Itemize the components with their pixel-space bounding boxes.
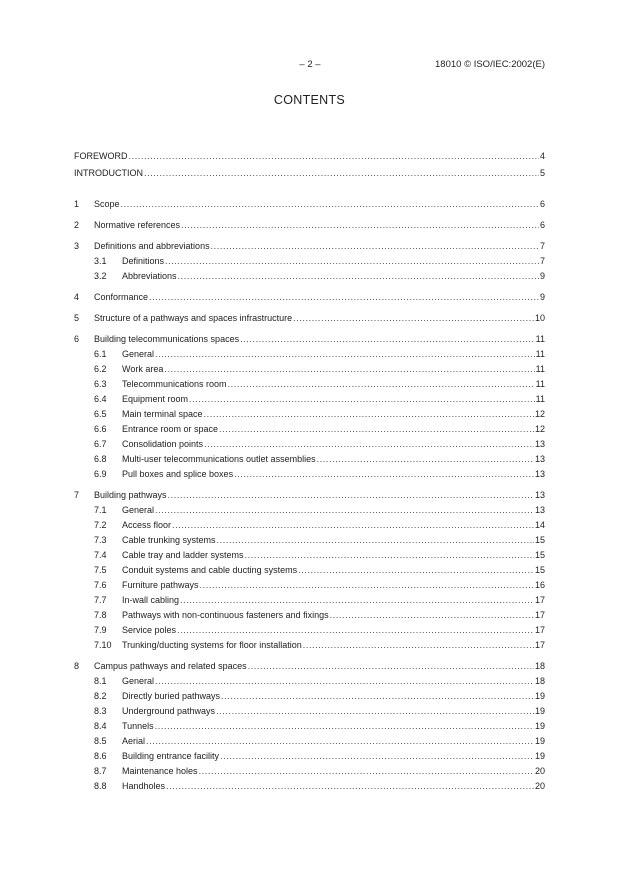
toc-entry-title: Multi-user telecommunications outlet assemblies bbox=[122, 454, 316, 464]
toc-entry-page: 17 bbox=[534, 595, 545, 605]
toc-entry-title: Building entrance facility bbox=[122, 751, 220, 761]
toc-entry[interactable] bbox=[74, 467, 545, 482]
dot-leader bbox=[180, 218, 539, 233]
toc-entry[interactable] bbox=[74, 623, 545, 638]
toc-entry-number: 7.5 bbox=[94, 565, 107, 575]
dot-leader bbox=[220, 689, 534, 704]
dot-leader bbox=[165, 779, 534, 794]
toc-entry-page: 17 bbox=[534, 610, 545, 620]
toc-entry[interactable] bbox=[74, 593, 545, 608]
toc-entry-title: Pull boxes and splice boxes bbox=[122, 469, 234, 479]
toc-entry-title: Cable tray and ladder systems bbox=[122, 550, 244, 560]
toc-entry[interactable] bbox=[74, 290, 545, 305]
dot-leader bbox=[145, 734, 534, 749]
dot-leader bbox=[179, 593, 534, 608]
toc-entry-number: 7 bbox=[74, 490, 80, 500]
toc-entry-page: 10 bbox=[534, 313, 545, 323]
toc-entry-title: Definitions bbox=[122, 256, 165, 266]
toc-entry-page: 15 bbox=[534, 565, 545, 575]
toc-entry-number: 8.2 bbox=[94, 691, 107, 701]
toc-entry-title: Entrance room or space bbox=[122, 424, 219, 434]
toc-entry-page: 20 bbox=[534, 781, 545, 791]
toc-entry-number: 6.8 bbox=[94, 454, 107, 464]
toc-entry-number: 7.9 bbox=[94, 625, 107, 635]
toc-entry[interactable] bbox=[74, 704, 545, 719]
toc-entry-page: 11 bbox=[535, 394, 545, 404]
toc-entry[interactable] bbox=[74, 764, 545, 779]
toc-entry-number: 8 bbox=[74, 661, 80, 671]
toc-entry-number: 8.6 bbox=[94, 751, 107, 761]
toc-entry[interactable] bbox=[74, 689, 545, 704]
table-of-contents bbox=[74, 149, 545, 794]
toc-entry[interactable] bbox=[74, 392, 545, 407]
toc-entry-page: 6 bbox=[539, 199, 545, 209]
dot-leader bbox=[203, 407, 534, 422]
toc-entry-number: 8.1 bbox=[94, 676, 107, 686]
toc-entry-page: 20 bbox=[534, 766, 545, 776]
toc-entry[interactable] bbox=[74, 311, 545, 326]
dot-leader bbox=[227, 377, 535, 392]
toc-entry-page: 11 bbox=[535, 334, 545, 344]
dot-leader bbox=[171, 518, 534, 533]
toc-entry[interactable] bbox=[74, 749, 545, 764]
toc-entry-title: General bbox=[122, 349, 155, 359]
toc-entry-title: Trunking/ducting systems for floor installation bbox=[122, 640, 302, 650]
dot-leader bbox=[176, 623, 534, 638]
toc-entry-page: 14 bbox=[534, 520, 545, 530]
toc-entry-page: 5 bbox=[539, 168, 545, 178]
toc-entry[interactable] bbox=[74, 166, 545, 181]
toc-entry-title: Aerial bbox=[122, 736, 146, 746]
toc-entry-number: 7.1 bbox=[94, 505, 107, 515]
toc-entry-page: 7 bbox=[539, 256, 545, 266]
dot-leader bbox=[154, 719, 534, 734]
dot-leader bbox=[154, 674, 534, 689]
toc-entry-number: 6.1 bbox=[94, 349, 107, 359]
toc-entry[interactable] bbox=[74, 719, 545, 734]
toc-entry[interactable] bbox=[74, 518, 545, 533]
toc-entry[interactable] bbox=[74, 674, 545, 689]
toc-entry-number: 3.1 bbox=[94, 256, 107, 266]
toc-entry-page: 13 bbox=[534, 505, 545, 515]
toc-entry[interactable] bbox=[74, 659, 545, 674]
toc-entry-page: 12 bbox=[534, 424, 545, 434]
toc-entry-title: Maintenance holes bbox=[122, 766, 198, 776]
toc-entry-page: 19 bbox=[534, 721, 545, 731]
toc-entry-page: 9 bbox=[539, 292, 545, 302]
dot-leader bbox=[239, 332, 535, 347]
toc-entry-page: 17 bbox=[534, 640, 545, 650]
toc-entry-page: 12 bbox=[534, 409, 545, 419]
toc-entry-page: 13 bbox=[534, 439, 545, 449]
dot-leader bbox=[148, 290, 539, 305]
toc-entry-title: General bbox=[122, 676, 155, 686]
toc-entry-number: 5 bbox=[74, 313, 80, 323]
toc-entry-page: 13 bbox=[534, 454, 545, 464]
toc-entry-title: Equipment room bbox=[122, 394, 189, 404]
toc-entry[interactable] bbox=[74, 452, 545, 467]
toc-entry-number: 7.4 bbox=[94, 550, 107, 560]
toc-entry-page: 4 bbox=[539, 151, 545, 161]
toc-entry-number: 8.4 bbox=[94, 721, 107, 731]
toc-entry-number: 6.3 bbox=[94, 379, 107, 389]
toc-entry[interactable] bbox=[74, 218, 545, 233]
toc-entry-title: Directly buried pathways bbox=[122, 691, 221, 701]
toc-entry[interactable] bbox=[74, 578, 545, 593]
dot-leader bbox=[120, 197, 539, 212]
dot-leader bbox=[163, 362, 534, 377]
toc-entry-number: 7.8 bbox=[94, 610, 107, 620]
toc-entry-number: 7.7 bbox=[94, 595, 107, 605]
toc-entry[interactable] bbox=[74, 347, 545, 362]
toc-entry-title: Main terminal space bbox=[122, 409, 203, 419]
dot-leader bbox=[128, 149, 539, 164]
toc-entry-page: 15 bbox=[534, 550, 545, 560]
toc-entry-number: 6.2 bbox=[94, 364, 107, 374]
toc-entry-title: Consolidation points bbox=[122, 439, 204, 449]
toc-entry[interactable] bbox=[74, 269, 545, 284]
toc-entry-page: 9 bbox=[539, 271, 545, 281]
toc-entry-title: In-wall cabling bbox=[122, 595, 180, 605]
toc-entry-number: 7.3 bbox=[94, 535, 107, 545]
toc-entry-title: Building pathways bbox=[94, 490, 167, 500]
toc-entry-title: Service poles bbox=[122, 625, 177, 635]
dot-leader bbox=[177, 269, 539, 284]
toc-entry[interactable] bbox=[74, 377, 545, 392]
toc-entry-number: 7.2 bbox=[94, 520, 107, 530]
toc-entry-page: 13 bbox=[534, 490, 545, 500]
toc-entry-page: 11 bbox=[535, 364, 545, 374]
toc-entry[interactable] bbox=[74, 563, 545, 578]
toc-entry-number: 7.6 bbox=[94, 580, 107, 590]
dot-leader bbox=[167, 488, 534, 503]
dot-leader bbox=[219, 749, 534, 764]
toc-entry[interactable] bbox=[74, 488, 545, 503]
toc-entry-number: 6 bbox=[74, 334, 80, 344]
dot-leader bbox=[143, 166, 539, 181]
dot-leader bbox=[154, 503, 534, 518]
toc-entry-title: INTRODUCTION bbox=[74, 168, 143, 178]
toc-entry-number: 6.4 bbox=[94, 394, 107, 404]
toc-entry-page: 19 bbox=[534, 751, 545, 761]
dot-leader bbox=[329, 608, 534, 623]
toc-entry-page: 6 bbox=[539, 220, 545, 230]
toc-entry-page: 16 bbox=[534, 580, 545, 590]
toc-entry-number: 8.8 bbox=[94, 781, 107, 791]
toc-entry-title: Campus pathways and related spaces bbox=[94, 661, 247, 671]
toc-entry-number: 3.2 bbox=[94, 271, 107, 281]
toc-entry-title: Conformance bbox=[94, 292, 149, 302]
dot-leader bbox=[164, 254, 539, 269]
dot-leader bbox=[215, 704, 534, 719]
toc-entry[interactable] bbox=[74, 548, 545, 563]
dot-leader bbox=[198, 764, 534, 779]
page-number: – 2 – bbox=[299, 59, 321, 70]
toc-entry[interactable] bbox=[74, 332, 545, 347]
dot-leader bbox=[216, 533, 534, 548]
toc-entry-title: Underground pathways bbox=[122, 706, 216, 716]
dot-leader bbox=[210, 239, 539, 254]
toc-entry-title: Cable trunking systems bbox=[122, 535, 216, 545]
toc-entry[interactable] bbox=[74, 437, 545, 452]
toc-entry-page: 11 bbox=[535, 349, 545, 359]
toc-entry[interactable] bbox=[74, 197, 545, 212]
toc-entry[interactable] bbox=[74, 362, 545, 377]
toc-entry[interactable] bbox=[74, 254, 545, 269]
toc-entry-title: FOREWORD bbox=[74, 151, 128, 161]
toc-entry-title: Handholes bbox=[122, 781, 166, 791]
dot-leader bbox=[203, 437, 534, 452]
toc-entry-title: Furniture pathways bbox=[122, 580, 199, 590]
toc-entry[interactable] bbox=[74, 734, 545, 749]
toc-entry-page: 11 bbox=[535, 379, 545, 389]
toc-entry-title: Abbreviations bbox=[122, 271, 177, 281]
dot-leader bbox=[199, 578, 534, 593]
toc-entry-page: 19 bbox=[534, 691, 545, 701]
toc-entry[interactable] bbox=[74, 503, 545, 518]
toc-entry-number: 6.7 bbox=[94, 439, 107, 449]
toc-entry-number: 3 bbox=[74, 241, 80, 251]
toc-entry-title: Tunnels bbox=[122, 721, 154, 731]
toc-entry-title: Pathways with non-continuous fasteners and fixings bbox=[122, 610, 329, 620]
toc-entry-number: 6.9 bbox=[94, 469, 107, 479]
toc-entry-number: 2 bbox=[74, 220, 80, 230]
toc-entry-title: Building telecommunications spaces bbox=[94, 334, 240, 344]
document-id: 18010 © ISO/IEC:2002(E) bbox=[435, 59, 545, 70]
dot-leader bbox=[292, 311, 534, 326]
toc-entry[interactable] bbox=[74, 779, 545, 794]
toc-entry-number: 6.6 bbox=[94, 424, 107, 434]
toc-entry-title: Work area bbox=[122, 364, 164, 374]
toc-entry-title: Structure of a pathways and spaces infrastructure bbox=[94, 313, 293, 323]
toc-entry-page: 18 bbox=[534, 661, 545, 671]
toc-entry-page: 18 bbox=[534, 676, 545, 686]
toc-entry-title: General bbox=[122, 505, 155, 515]
toc-entry[interactable] bbox=[74, 239, 545, 254]
toc-entry-page: 19 bbox=[534, 736, 545, 746]
toc-entry-title: Telecommunications room bbox=[122, 379, 227, 389]
toc-entry-number: 6.5 bbox=[94, 409, 107, 419]
toc-entry[interactable] bbox=[74, 608, 545, 623]
page-title: CONTENTS bbox=[273, 93, 346, 107]
toc-entry-number: 8.5 bbox=[94, 736, 107, 746]
toc-entry-title: Access floor bbox=[122, 520, 172, 530]
toc-entry-number: 4 bbox=[74, 292, 80, 302]
toc-entry[interactable] bbox=[74, 533, 545, 548]
dot-leader bbox=[188, 392, 535, 407]
toc-entry-number: 7.10 bbox=[94, 640, 112, 650]
dot-leader bbox=[302, 638, 534, 653]
toc-entry-page: 7 bbox=[539, 241, 545, 251]
dot-leader bbox=[233, 467, 534, 482]
toc-entry[interactable] bbox=[74, 422, 545, 437]
toc-entry-title: Conduit systems and cable ducting systems bbox=[122, 565, 298, 575]
toc-entry-title: Definitions and abbreviations bbox=[94, 241, 210, 251]
toc-entry[interactable] bbox=[74, 638, 545, 653]
toc-entry-number: 8.3 bbox=[94, 706, 107, 716]
toc-entry-page: 17 bbox=[534, 625, 545, 635]
dot-leader bbox=[244, 548, 534, 563]
toc-entry-page: 13 bbox=[534, 469, 545, 479]
toc-entry-title: Scope bbox=[94, 199, 120, 209]
toc-entry-title: Normative references bbox=[94, 220, 181, 230]
toc-entry-number: 8.7 bbox=[94, 766, 107, 776]
dot-leader bbox=[154, 347, 535, 362]
toc-entry[interactable] bbox=[74, 149, 545, 164]
toc-entry-number: 1 bbox=[74, 199, 80, 209]
dot-leader bbox=[247, 659, 534, 674]
dot-leader bbox=[297, 563, 534, 578]
toc-entry-page: 19 bbox=[534, 706, 545, 716]
toc-entry[interactable] bbox=[74, 407, 545, 422]
dot-leader bbox=[218, 422, 534, 437]
dot-leader bbox=[316, 452, 534, 467]
toc-entry-page: 15 bbox=[534, 535, 545, 545]
